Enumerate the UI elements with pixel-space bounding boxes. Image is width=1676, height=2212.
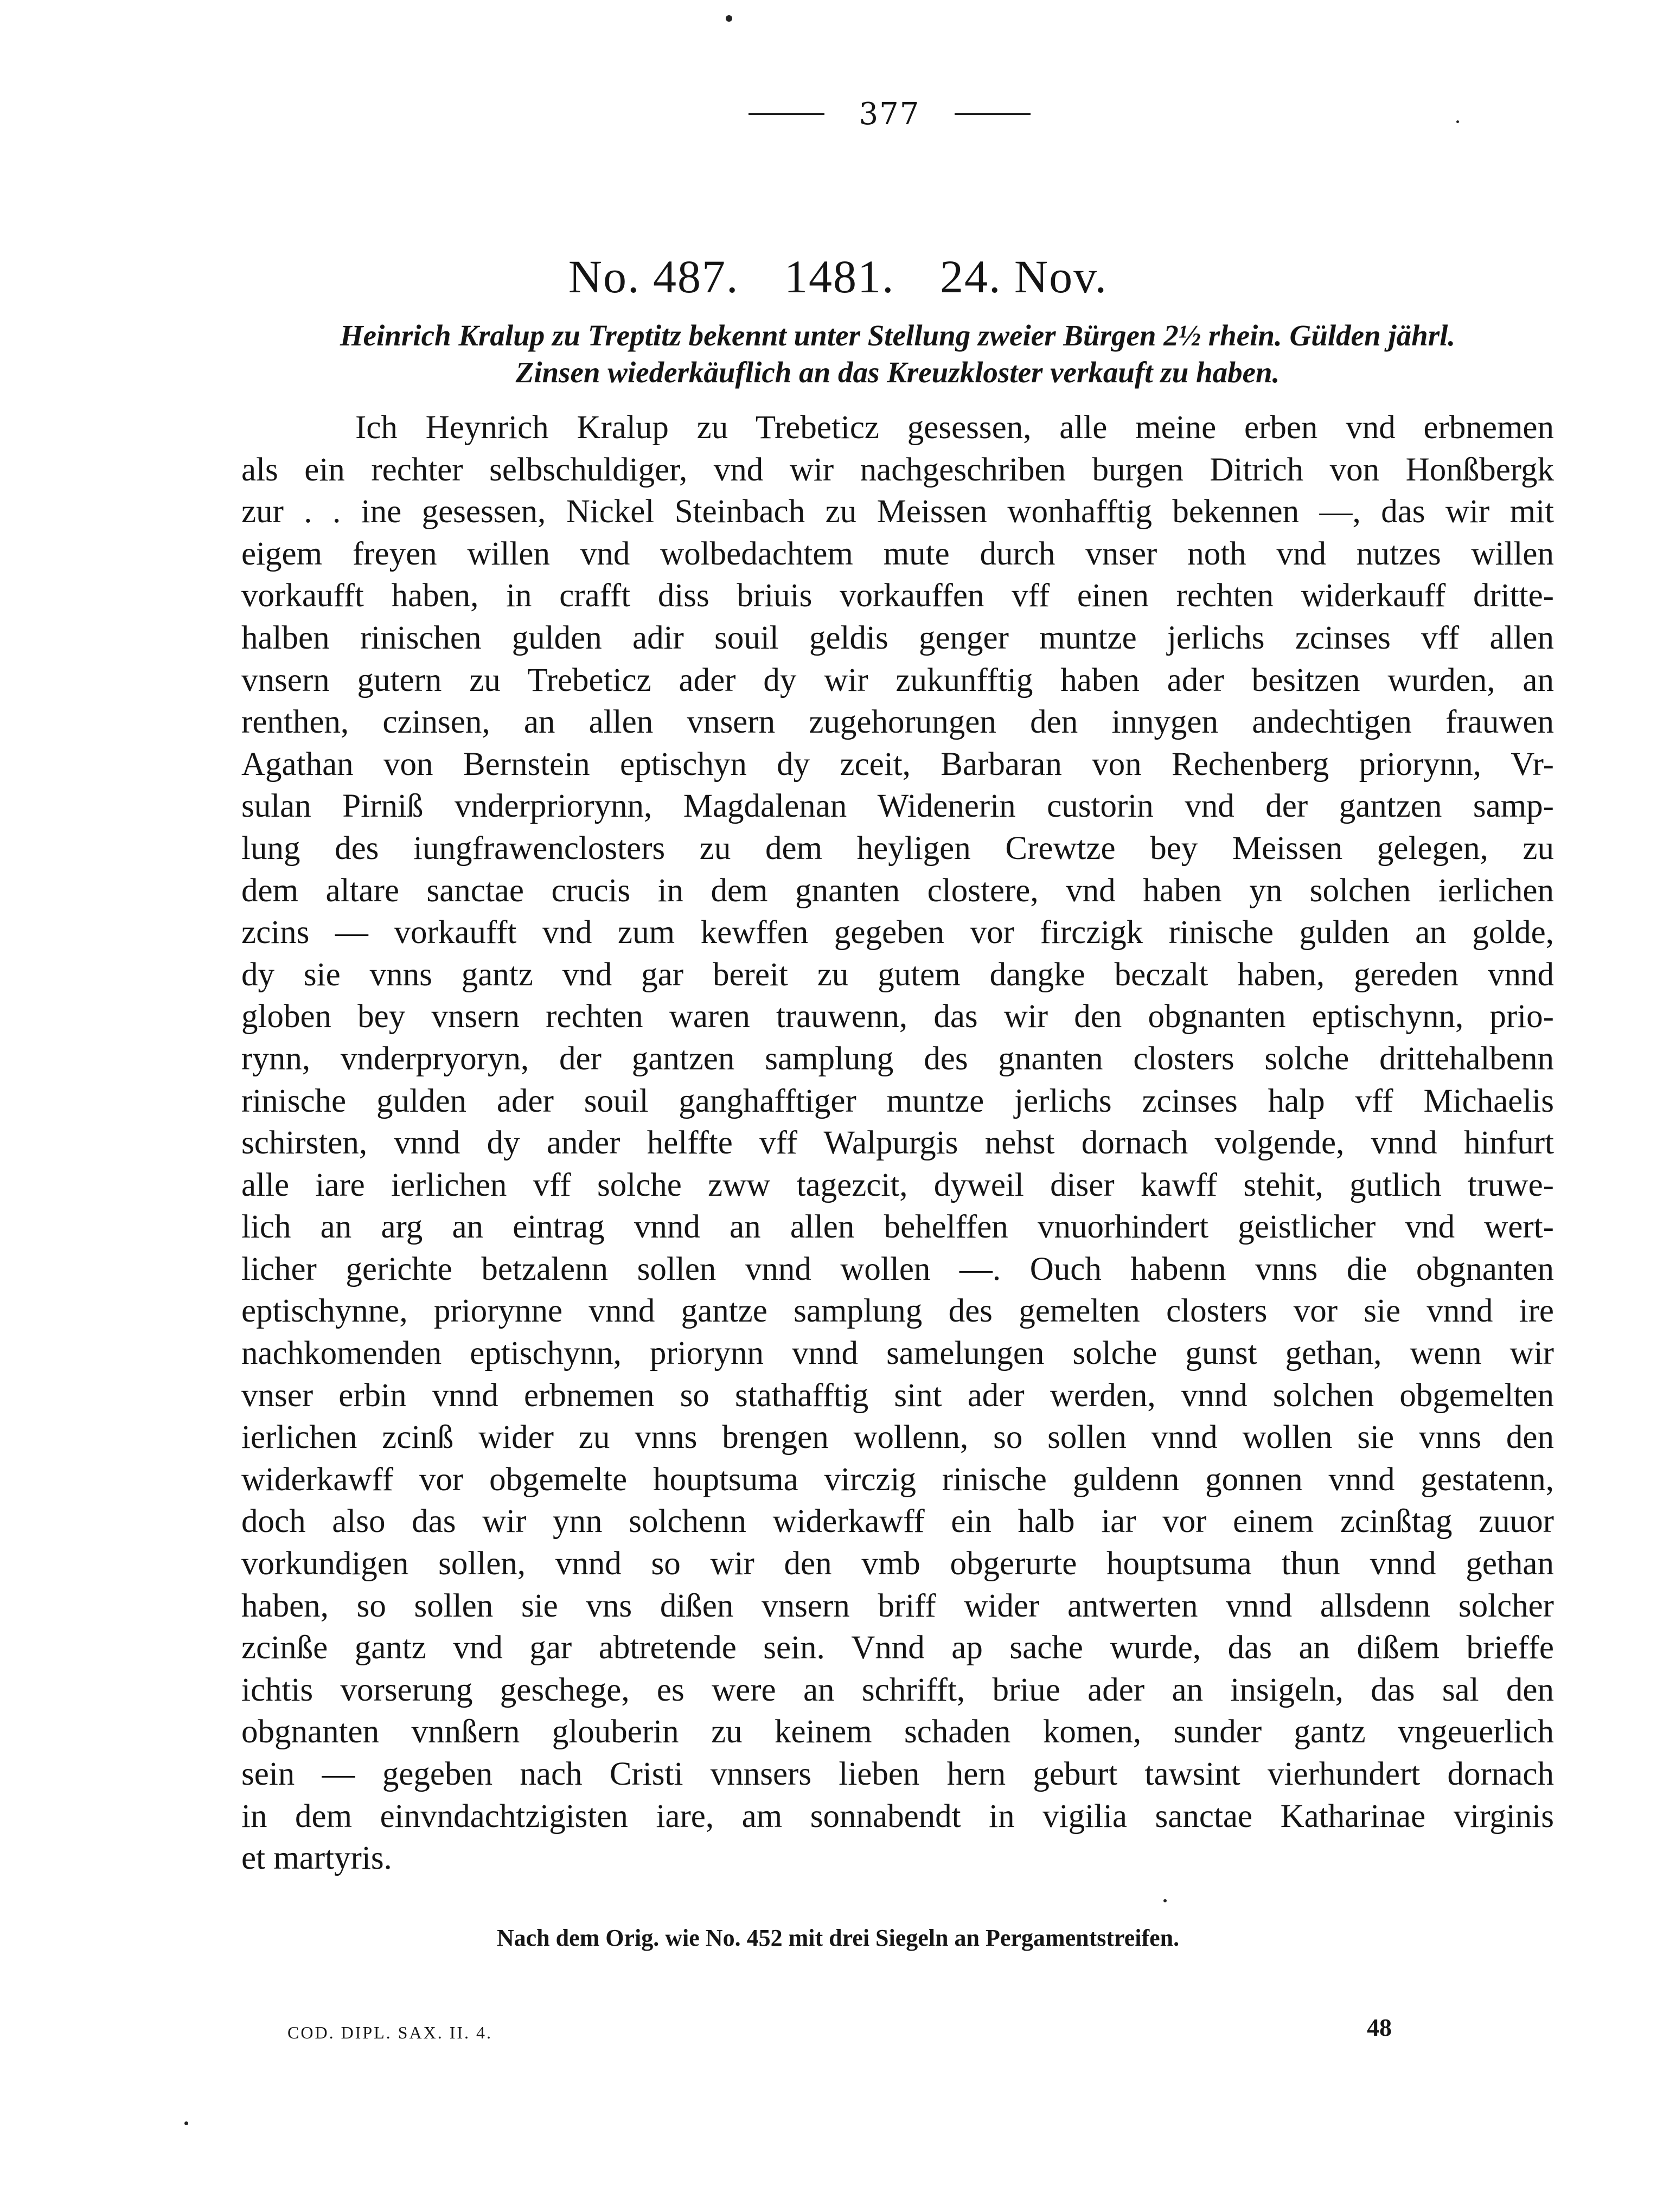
text-line: eigem freyen willen vnd wolbedachtem mute durch vnser noth vnd nutzes willen (241, 535, 1554, 572)
text-line: rinische gulden ader souil ganghafftiger muntze jerlichs zcinses halp vff Michaelis (241, 1082, 1554, 1119)
text-line: vnser erbin vnnd erbnemen so stathafftig sint ader werden, vnnd solchen obgemelten (241, 1377, 1554, 1414)
text-line: sulan Pirniß vnderpriorynn, Magdalenan Widenerin custorin vnd der gantzen samp- (241, 788, 1554, 825)
text-line: zcins — vorkaufft vnd zum kewffen gegeben vor firczigk rinische gulden an golde, (241, 914, 1554, 951)
regest-summary (239, 317, 1557, 391)
text-line: alle iare ierlichen vff solche zww tagezcit, dyweil diser kawff stehit, gutlich truwe- (241, 1166, 1554, 1203)
page-number-rule-left (749, 113, 824, 115)
scan-speck (726, 15, 732, 22)
regest-line: Heinrich Kralup zu Treptitz bekennt unter Stellung zweier Bürgen 2½ rhein. Gülden jährl. (340, 319, 1456, 352)
text-line: lung des iungfrawenclosters zu dem heyligen Crewtze bey Meissen gelegen, zu (241, 830, 1554, 867)
scan-speck (1456, 120, 1459, 123)
scan-speck (1163, 1899, 1167, 1902)
text-line: lich an arg an eintrag vnnd an allen behelffen vnuorhindert geistlicher vnd wert- (241, 1209, 1554, 1246)
document-year: 1481. (784, 251, 895, 303)
regest-line: Zinsen wiederkäuflich an das Kreuzkloster verkauft zu haben. (515, 356, 1280, 389)
text-line: ierlichen zcinß wider zu vnns brengen wollenn, so sollen vnnd wollen sie vnns den (241, 1419, 1554, 1456)
page-header (749, 89, 1031, 138)
text-line: vnsern gutern zu Trebeticz ader dy wir zukunfftig haben ader besitzen wurden, an (241, 662, 1554, 698)
text-line: rynn, vnderpryoryn, der gantzen samplung des gnanten closters solche drittehalbenn (241, 1040, 1554, 1077)
footer-signature: COD. DIPL. SAX. II. 4. (287, 2023, 492, 2042)
text-line: in dem einvndachtzigisten iare, am sonnabendt in vigilia sanctae Katharinae virginis (241, 1798, 1554, 1835)
document-date: 24. Nov. (940, 251, 1108, 303)
text-line: nachkomenden eptischynn, priorynn vnnd samelungen solche gunst gethan, wenn wir (241, 1335, 1554, 1372)
text-line: et martyris. (241, 1840, 392, 1877)
text-line: dy sie vnns gantz vnd gar bereit zu gutem dangke beczalt haben, gereden vnnd (241, 956, 1554, 993)
charter-text (241, 407, 1554, 1880)
text-line: licher gerichte betzalenn sollen vnnd wollen —. Ouch habenn vnns die obgnanten (241, 1251, 1554, 1287)
text-line: sein — gegeben nach Cristi vnnsers lieben hern geburt tawsint vierhundert dornach (241, 1756, 1554, 1792)
source-note: Nach dem Orig. wie No. 452 mit drei Siegeln an Pergamentstreifen. (496, 1925, 1180, 1951)
text-line: dem altare sanctae crucis in dem gnanten clostere, vnd haben yn solchen ierlichen (241, 872, 1554, 909)
text-line: doch also das wir ynn solchenn widerkawff ein halb iar vor einem zcinßtag zuuor (241, 1503, 1554, 1540)
text-line: ichtis vorserung geschege, es were an schrifft, briue ader an insigeln, das sal den (241, 1671, 1554, 1708)
text-line: renthen, czinsen, an allen vnsern zugehorungen den innygen andechtigen frauwen (241, 704, 1554, 741)
scan-speck (184, 2121, 188, 2125)
text-line: haben, so sollen sie vns dißen vnsern briff wider antwerten vnnd allsdenn solcher (241, 1587, 1554, 1624)
text-line: eptischynne, priorynne vnnd gantze samplung des gemelten closters vor sie vnnd ire (241, 1293, 1554, 1330)
text-line: schirsten, vnnd dy ander helffte vff Walpurgis nehst dornach volgende, vnnd hinfurt (241, 1125, 1554, 1162)
text-line: halben rinischen gulden adir souil geldis genger muntze jerlichs zcinses vff allen (241, 619, 1554, 656)
text-line: vorkaufft haben, in crafft diss briuis vorkauffen vff einen rechten widerkauff dritte- (241, 578, 1554, 614)
page-number: 377 (859, 96, 920, 132)
text-line: Ich Heynrich Kralup zu Trebeticz gesessen, alle meine erben vnd erbnemen (355, 409, 1554, 446)
document-number: No. 487. (568, 251, 739, 303)
text-line: als ein rechter selbschuldiger, vnd wir nachgeschriben burgen Ditrich von Honßbergk (241, 451, 1554, 488)
text-line: obgnanten vnnßern glouberin zu keinem schaden komen, sunder gantz vngeuerlich (241, 1714, 1554, 1751)
footer-sheet-number: 48 (1367, 2014, 1392, 2041)
text-line: widerkawff vor obgemelte houptsuma virczig rinische guldenn gonnen vnnd gestatenn, (241, 1461, 1554, 1498)
text-line: globen bey vnsern rechten waren trauwenn, das wir den obgnanten eptischynn, prio- (241, 998, 1554, 1035)
page-number-rule-right (955, 113, 1031, 115)
text-line: Agathan von Bernstein eptischyn dy zceit, Barbaran von Rechenberg priorynn, Vr- (241, 746, 1554, 783)
text-line: zur . . ine gesessen, Nickel Steinbach zu Meissen wonhafftig bekennen —, das wir mit (241, 493, 1554, 530)
text-line: vorkundigen sollen, vnnd so wir den vmb obgerurte houptsuma thun vnnd gethan (241, 1546, 1554, 1582)
document-heading (0, 249, 1676, 304)
text-line: zcinße gantz vnd gar abtretende sein. Vnnd ap sache wurde, das an dißem brieffe (241, 1630, 1554, 1666)
